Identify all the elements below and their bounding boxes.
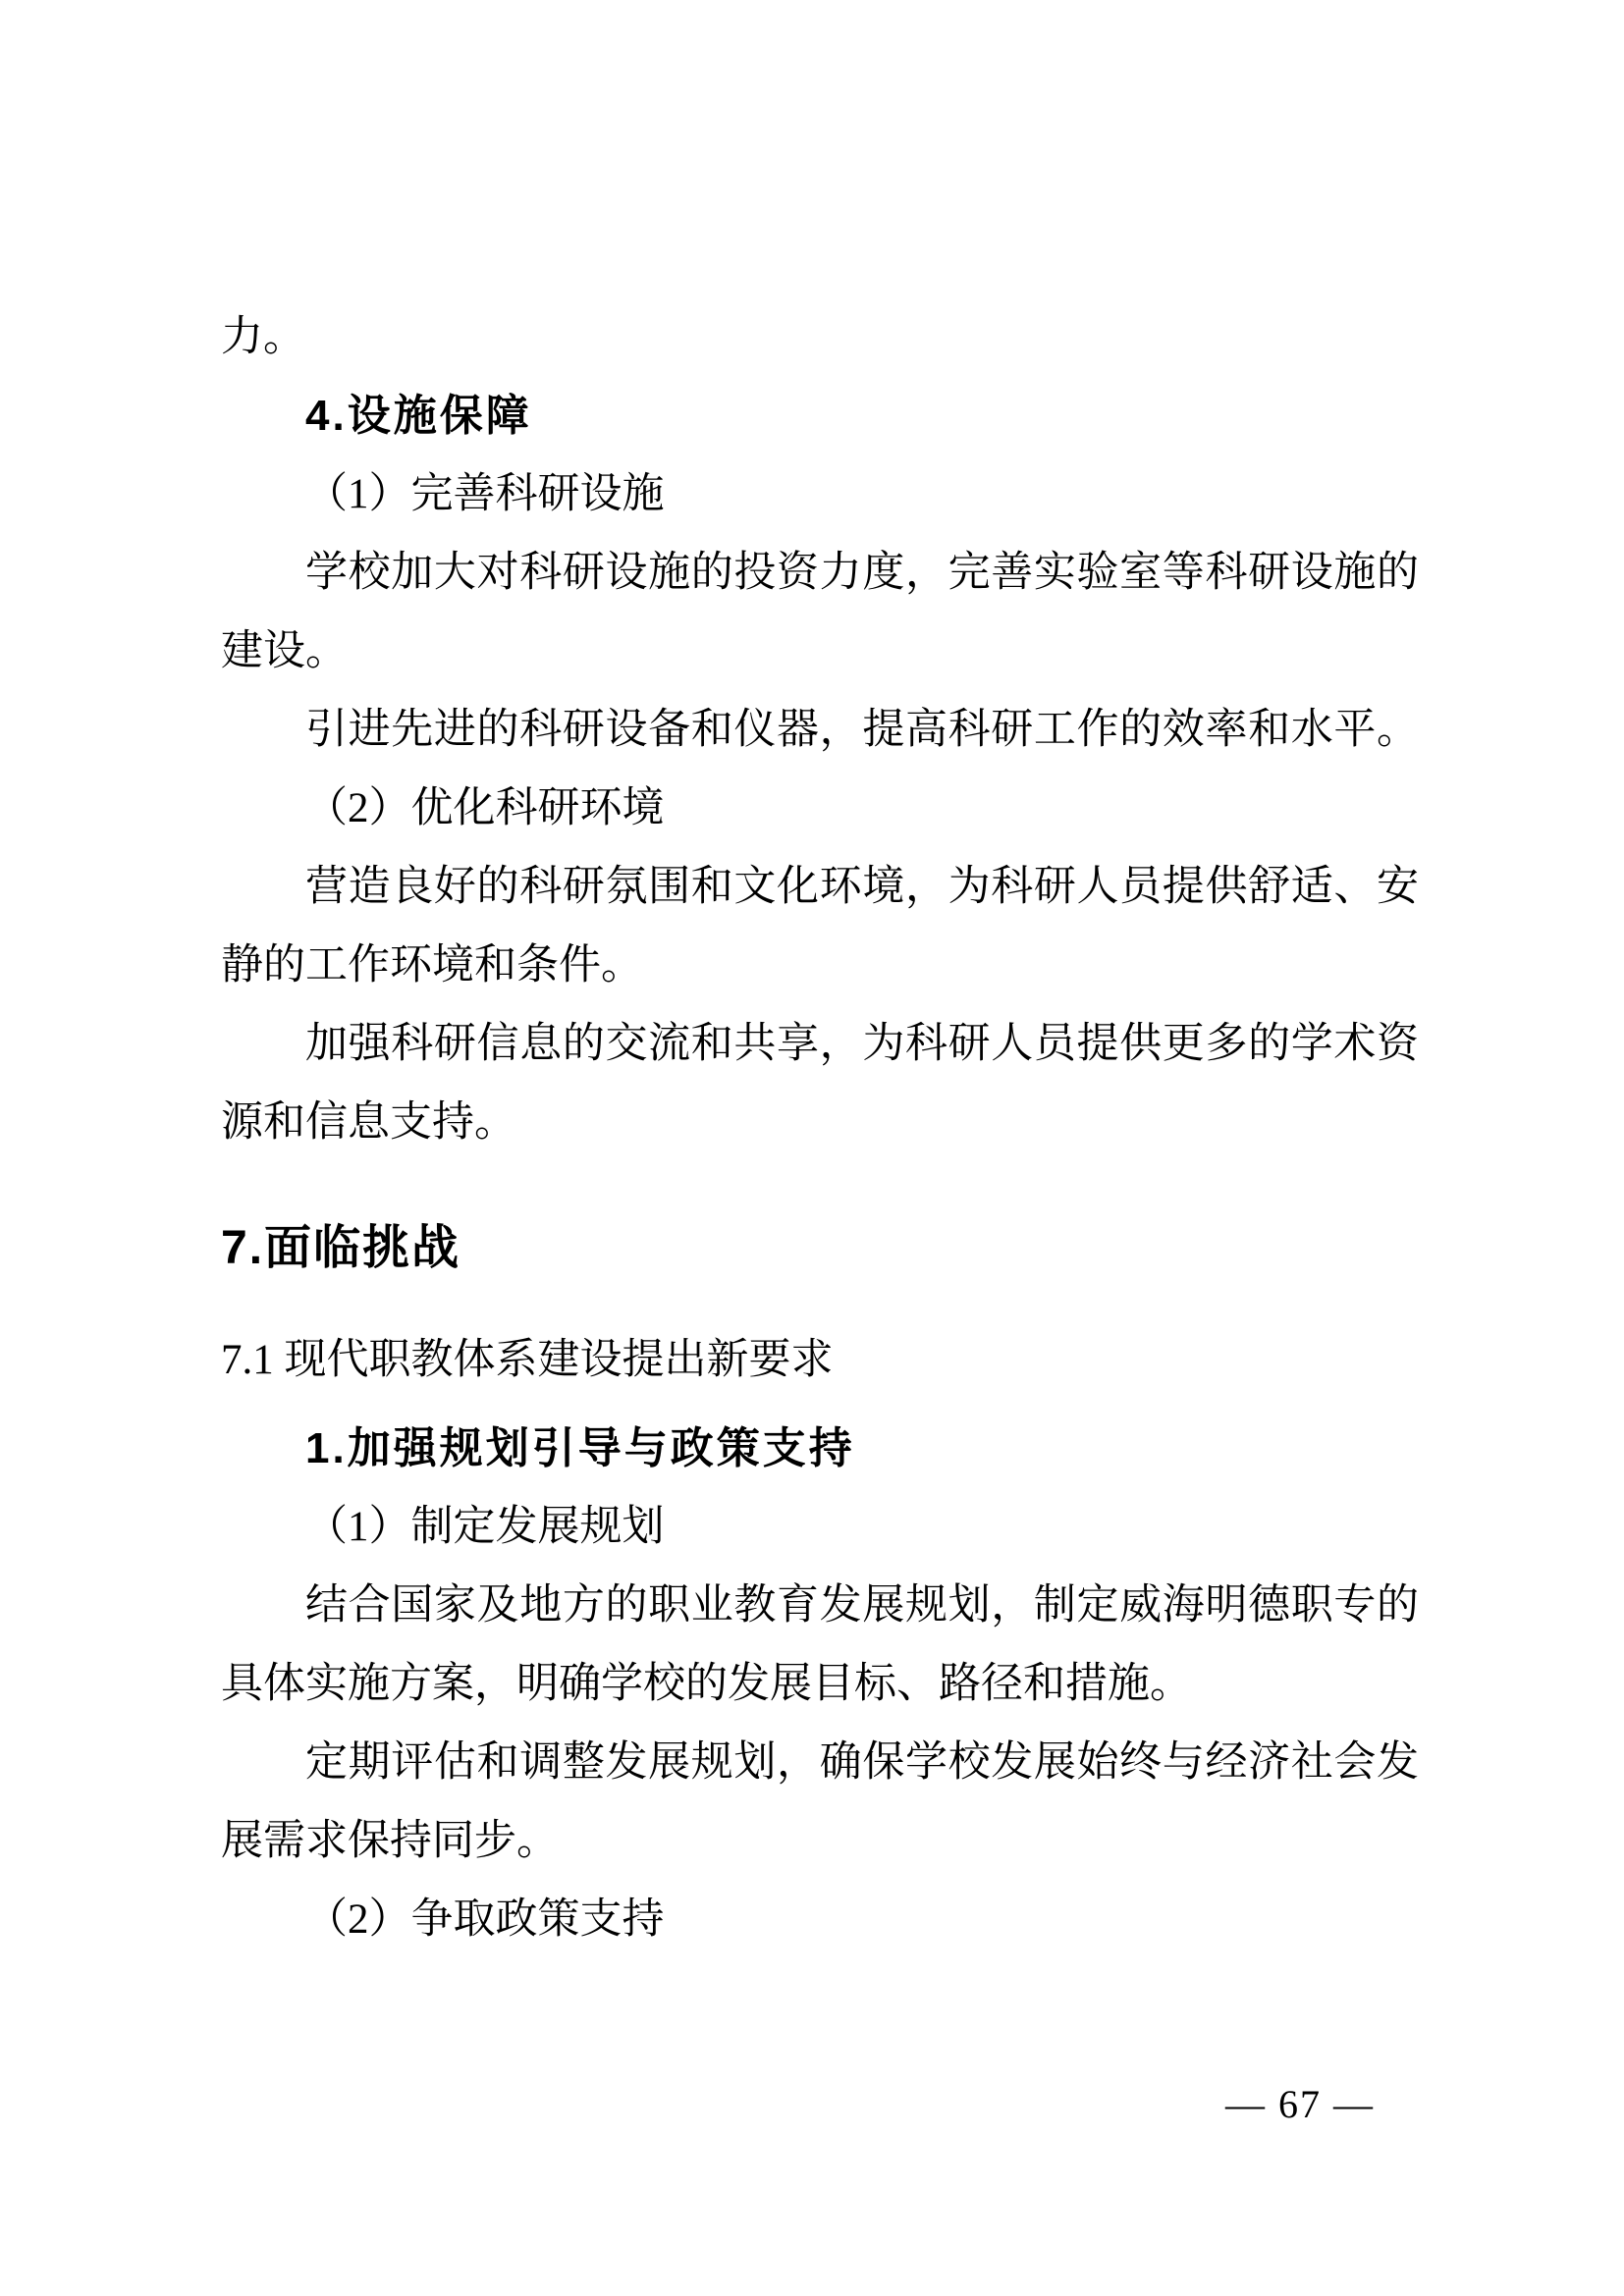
paragraph-continuation: 具体实施方案，明确学校的发展目标、路径和措施。 [221,1661,1192,1707]
paragraph-line: 定期评估和调整发展规划，确保学校发展始终与经济社会发 [305,1739,1419,1786]
page-number: — 67 — [1225,2082,1375,2126]
heading-1-planning-policy-support: 1.加强规划引导与政策支持 [305,1424,855,1472]
paragraph-line: 引进先进的科研设备和仪器，提高科研工作的效率和水平。 [305,707,1419,753]
paragraph-continuation: 静的工作环境和条件。 [221,942,643,988]
paragraph-continuation-li: 力。 [221,314,305,360]
subsection-heading-7-1-vocational-education: 7.1 现代职教体系建设提出新要求 [221,1337,834,1383]
subitem-1-development-plan: （1）制定发展规划 [305,1504,665,1550]
paragraph-continuation: 展需求保持同步。 [221,1818,559,1864]
paragraph-continuation: 源和信息支持。 [221,1099,516,1146]
paragraph-line: 营造良好的科研氛围和文化环境，为科研人员提供舒适、安 [305,864,1419,910]
document-body [221,298,1419,1959]
paragraph-continuation: 建设。 [221,628,348,674]
subitem-2-policy-support: （2）争取政策支持 [305,1896,665,1943]
paragraph-line: 结合国家及地方的职业教育发展规划，制定威海明德职专的 [305,1582,1419,1629]
heading-4-facilities-guarantee: 4.设施保障 [305,392,532,440]
subitem-1-improve-research-facilities: （1）完善科研设施 [305,471,665,517]
paragraph-line: 学校加大对科研设施的投资力度，完善实验室等科研设施的 [305,550,1419,596]
section-heading-7-challenges: 7.面临挑战 [221,1222,461,1274]
paragraph-line: 加强科研信息的交流和共享，为科研人员提供更多的学术资 [305,1021,1419,1067]
subitem-2-optimize-research-environment: （2）优化科研环境 [305,785,665,831]
